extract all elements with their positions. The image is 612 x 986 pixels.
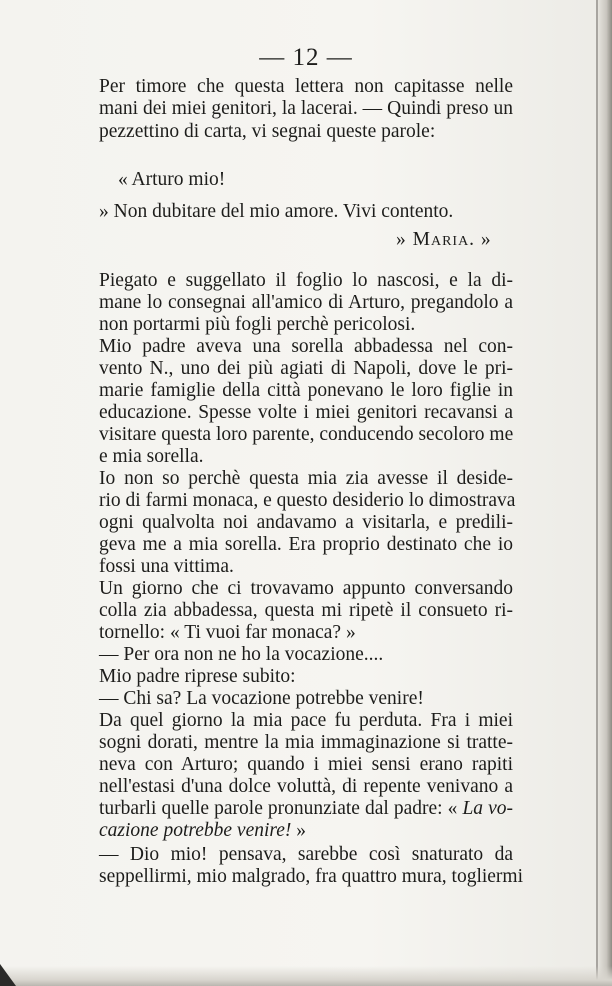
text-line bbox=[99, 820, 513, 842]
text-line: Io non so perchè questa mia zia avesse il deside- bbox=[99, 468, 513, 489]
letter-signature: » Maria. » bbox=[396, 229, 492, 250]
text-line: marie famiglie della città ponevano le loro figlie in bbox=[99, 380, 513, 401]
text-line: visitare questa loro parente, conducendo secoloro me bbox=[99, 424, 514, 445]
text-line: Mio padre riprese subito: bbox=[99, 666, 296, 687]
italic-text-segment: cazione potrebbe venire! bbox=[99, 820, 292, 841]
text-line: colla zia abbadessa, questa mi ripetè il consueto ri- bbox=[99, 600, 513, 621]
text-line: Piegato e suggellato il foglio lo nascosi, e la di- bbox=[99, 270, 513, 291]
text-line: — Chi sa? La vocazione potrebbe venire! bbox=[99, 688, 424, 709]
text-line: — Per ora non ne ho la vocazione.... bbox=[99, 644, 384, 665]
text-line: vento N., uno dei più agiati di Napoli, dove le pri- bbox=[99, 358, 513, 379]
text-line: ogni qualvolta noi andavamo a visitarla, e predili- bbox=[99, 512, 513, 533]
text-line: mane lo consegnai all'amico di Arturo, pregandolo a bbox=[99, 292, 513, 313]
letter-body: » Non dubitare del mio amore. Vivi contento. bbox=[99, 201, 454, 222]
text-line: educazione. Spesse volte i miei genitori recavansi a bbox=[99, 402, 513, 423]
text-line: rio di farmi monaca, e questo desiderio lo dimostrava bbox=[99, 490, 516, 511]
text-segment: turbarli quelle parole pronunziate dal padre: « bbox=[99, 798, 463, 819]
text-line: geva me a mia sorella. Era proprio destinato che io bbox=[99, 534, 513, 555]
text-line: nell'estasi d'una dolce voluttà, di repente venivano a bbox=[99, 776, 513, 797]
text-line: fossi una vittima. bbox=[99, 556, 234, 577]
text-line: seppellirmi, mio malgrado, fra quattro mura, togliermi bbox=[99, 866, 524, 887]
text-line: tornello: « Ti vuoi far monaca? » bbox=[99, 622, 356, 643]
text-line: mani dei miei genitori, la lacerai. — Quindi preso un bbox=[99, 98, 513, 119]
text-line: pezzettino di carta, vi segnai queste parole: bbox=[99, 121, 436, 142]
text-line: non portarmi più fogli perchè pericolosi. bbox=[99, 314, 416, 335]
text-line: Un giorno che ci trovavamo appunto conversando bbox=[99, 578, 513, 599]
text-line: neva con Arturo; quando i miei sensi erano rapiti bbox=[99, 754, 513, 775]
text-segment: » bbox=[291, 820, 307, 841]
text-line: e mia sorella. bbox=[99, 446, 204, 467]
text-line bbox=[99, 798, 513, 820]
page-number: — 12 — bbox=[259, 44, 353, 71]
text-line: Mio padre aveva una sorella abbadessa nel con- bbox=[99, 336, 513, 357]
text-line: sogni dorati, mentre la mia immaginazione si tratte- bbox=[99, 732, 513, 753]
text-line: — Dio mio! pensava, sarebbe così snaturato da bbox=[99, 844, 513, 865]
letter-greeting: « Arturo mio! bbox=[118, 169, 226, 190]
italic-text-segment: La vo- bbox=[462, 798, 513, 819]
text-line: Per timore che questa lettera non capitasse nelle bbox=[99, 76, 513, 97]
text-line: Da quel giorno la mia pace fu perduta. Fra i miei bbox=[99, 710, 513, 731]
